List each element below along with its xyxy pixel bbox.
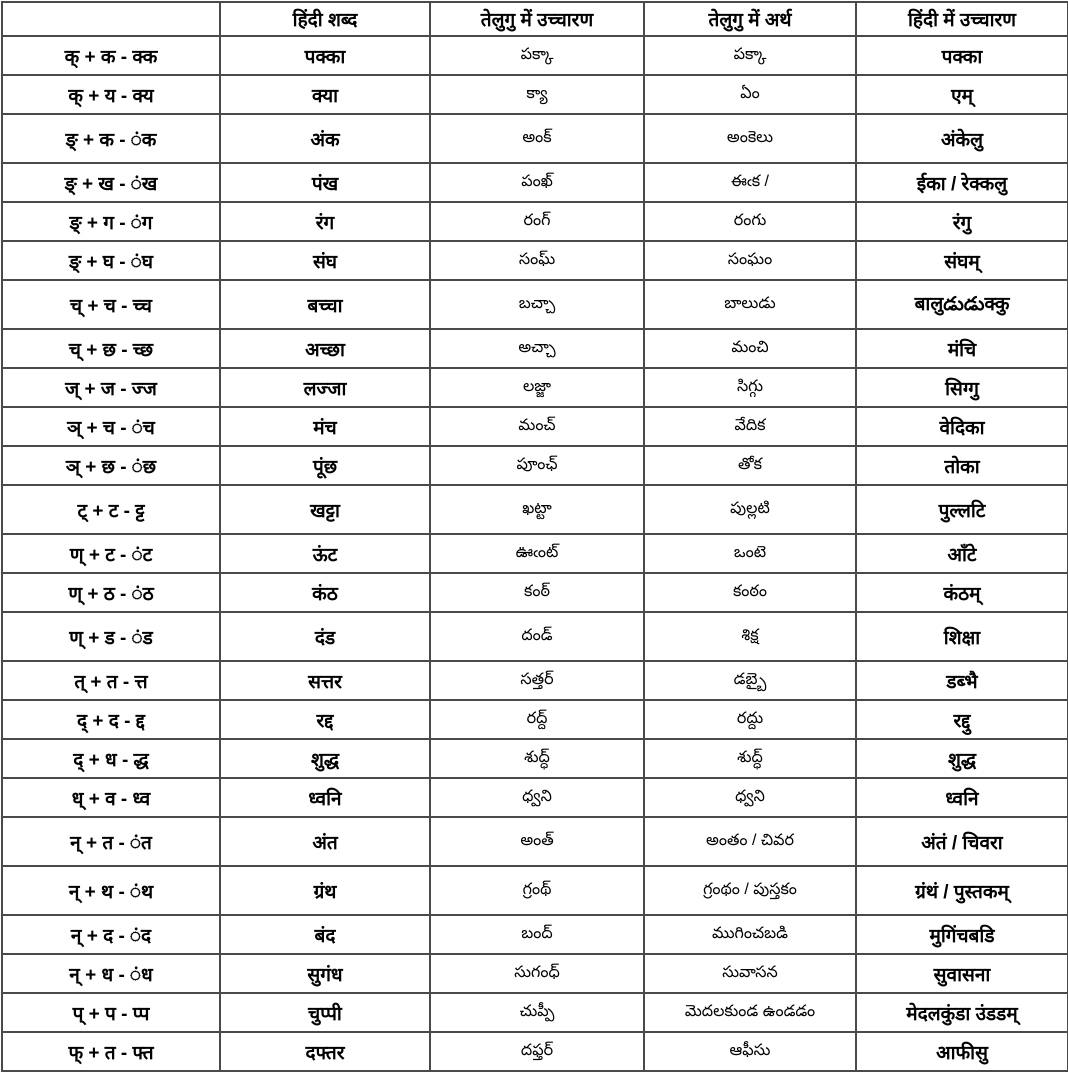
table-row xyxy=(2,817,1068,866)
cell-telugu-pronunciation: పంఖ్ xyxy=(430,163,644,202)
table-header-row xyxy=(2,2,1068,36)
cell-telugu-meaning: అంకెలు xyxy=(644,114,856,163)
cell-hindi-word: संघ xyxy=(220,241,430,280)
cell-telugu-pronunciation: చుప్పీ xyxy=(430,993,644,1032)
table-row xyxy=(2,612,1068,661)
cell-hindi-pronunciation: वेदिका xyxy=(856,407,1068,446)
cell-conjunct-formula: ण् + ट - ंट xyxy=(2,534,220,573)
cell-hindi-word: पूंछ xyxy=(220,446,430,485)
cell-hindi-pronunciation: आफीसु xyxy=(856,1032,1068,1071)
cell-conjunct-formula: ञ् + च - ंच xyxy=(2,407,220,446)
cell-telugu-pronunciation: ధ్వని xyxy=(430,778,644,817)
cell-hindi-pronunciation: सिग्गु xyxy=(856,368,1068,407)
cell-hindi-word: चुप्पी xyxy=(220,993,430,1032)
cell-hindi-pronunciation: शुद्ध xyxy=(856,739,1068,778)
cell-conjunct-formula: न् + द - ंद xyxy=(2,915,220,954)
table-row xyxy=(2,485,1068,534)
table-row xyxy=(2,573,1068,612)
table-row xyxy=(2,866,1068,915)
cell-conjunct-formula: द् + ध - द्ध xyxy=(2,739,220,778)
cell-telugu-meaning: పుల్లటి xyxy=(644,485,856,534)
cell-conjunct-formula: क् + य - क्य xyxy=(2,75,220,114)
cell-telugu-pronunciation: అంత్ xyxy=(430,817,644,866)
header-telugu-pronunciation: तेलुगु में उच्चारण xyxy=(430,2,644,36)
cell-telugu-pronunciation: దఫ్తర్ xyxy=(430,1032,644,1071)
cell-telugu-meaning: శిక్ష xyxy=(644,612,856,661)
cell-hindi-pronunciation: पुल्लटि xyxy=(856,485,1068,534)
table-row xyxy=(2,915,1068,954)
cell-hindi-word: ग्रंथ xyxy=(220,866,430,915)
table-row xyxy=(2,993,1068,1032)
cell-telugu-pronunciation: లజ్జా xyxy=(430,368,644,407)
cell-telugu-meaning: వేదిక xyxy=(644,407,856,446)
cell-hindi-word: क्या xyxy=(220,75,430,114)
cell-conjunct-formula: प् + प - प्प xyxy=(2,993,220,1032)
cell-hindi-pronunciation: मुगिंचबडि xyxy=(856,915,1068,954)
cell-telugu-pronunciation: మంచ్ xyxy=(430,407,644,446)
cell-telugu-pronunciation: కంఠ్ xyxy=(430,573,644,612)
table-row xyxy=(2,739,1068,778)
cell-conjunct-formula: न् + त - ंत xyxy=(2,817,220,866)
cell-conjunct-formula: ट् + ट - ट्ट xyxy=(2,485,220,534)
cell-conjunct-formula: ङ् + ग - ंग xyxy=(2,202,220,241)
cell-telugu-pronunciation: అచ్చా xyxy=(430,329,644,368)
cell-telugu-meaning: బాలుడు xyxy=(644,280,856,329)
cell-hindi-pronunciation: मंचि xyxy=(856,329,1068,368)
cell-hindi-pronunciation: तोका xyxy=(856,446,1068,485)
cell-telugu-meaning: ఈఁక / xyxy=(644,163,856,202)
cell-telugu-meaning: శుద్ధ్ xyxy=(644,739,856,778)
table-row xyxy=(2,368,1068,407)
cell-telugu-pronunciation: శుద్ధ్ xyxy=(430,739,644,778)
cell-telugu-pronunciation: ఖట్టా xyxy=(430,485,644,534)
cell-telugu-meaning: అంతం / చివర xyxy=(644,817,856,866)
table-row xyxy=(2,280,1068,329)
cell-hindi-pronunciation: ध्वनि xyxy=(856,778,1068,817)
cell-hindi-pronunciation: रंगु xyxy=(856,202,1068,241)
cell-telugu-meaning: సువాసన xyxy=(644,954,856,993)
cell-telugu-meaning: డబ్బై xyxy=(644,661,856,700)
table-row xyxy=(2,446,1068,485)
cell-hindi-pronunciation: अंतं / चिवरा xyxy=(856,817,1068,866)
cell-hindi-pronunciation: शिक्षा xyxy=(856,612,1068,661)
table-row xyxy=(2,163,1068,202)
cell-telugu-meaning: పక్కా xyxy=(644,36,856,75)
cell-hindi-word: पक्का xyxy=(220,36,430,75)
cell-telugu-pronunciation: క్యా xyxy=(430,75,644,114)
table-row xyxy=(2,241,1068,280)
cell-hindi-pronunciation: पक्का xyxy=(856,36,1068,75)
cell-hindi-pronunciation: ईका / रेक्कलु xyxy=(856,163,1068,202)
table-row xyxy=(2,534,1068,573)
cell-hindi-pronunciation: ग्रंथं / पुस्तकम् xyxy=(856,866,1068,915)
cell-hindi-word: अंत xyxy=(220,817,430,866)
cell-telugu-pronunciation: దండ్ xyxy=(430,612,644,661)
cell-hindi-pronunciation: ऑंटे xyxy=(856,534,1068,573)
cell-telugu-meaning: ముగించబడి xyxy=(644,915,856,954)
cell-conjunct-formula: न् + थ - ंथ xyxy=(2,866,220,915)
cell-telugu-meaning: కంఠం xyxy=(644,573,856,612)
cell-hindi-word: अंक xyxy=(220,114,430,163)
cell-hindi-pronunciation: अंकेलु xyxy=(856,114,1068,163)
cell-conjunct-formula: च् + छ - च्छ xyxy=(2,329,220,368)
table-row xyxy=(2,75,1068,114)
cell-conjunct-formula: ङ् + घ - ंघ xyxy=(2,241,220,280)
cell-hindi-pronunciation: बालुడుడుक्कु xyxy=(856,280,1068,329)
cell-hindi-word: रद्द xyxy=(220,700,430,739)
cell-hindi-word: ऊंट xyxy=(220,534,430,573)
cell-hindi-word: मंच xyxy=(220,407,430,446)
cell-conjunct-formula: न् + ध - ंध xyxy=(2,954,220,993)
cell-telugu-meaning: మంచి xyxy=(644,329,856,368)
header-hindi-word: हिंदी शब्द xyxy=(220,2,430,36)
table-row xyxy=(2,700,1068,739)
cell-telugu-meaning: ధ్వని xyxy=(644,778,856,817)
cell-telugu-meaning: ఆఫీసు xyxy=(644,1032,856,1071)
cell-hindi-word: खट्टा xyxy=(220,485,430,534)
cell-telugu-meaning: సంఘం xyxy=(644,241,856,280)
cell-conjunct-formula: फ् + त - फ्त xyxy=(2,1032,220,1071)
cell-telugu-pronunciation: బచ్చా xyxy=(430,280,644,329)
cell-telugu-pronunciation: బంద్ xyxy=(430,915,644,954)
cell-conjunct-formula: ङ् + ख - ंख xyxy=(2,163,220,202)
cell-conjunct-formula: त् + त - त्त xyxy=(2,661,220,700)
cell-telugu-pronunciation: అంక్ xyxy=(430,114,644,163)
table-row xyxy=(2,202,1068,241)
table-row xyxy=(2,114,1068,163)
cell-telugu-pronunciation: రద్ద్ xyxy=(430,700,644,739)
cell-conjunct-formula: क् + क - क्क xyxy=(2,36,220,75)
cell-telugu-meaning: ఏం xyxy=(644,75,856,114)
cell-telugu-pronunciation: సత్తర్ xyxy=(430,661,644,700)
cell-hindi-word: सत्तर xyxy=(220,661,430,700)
cell-telugu-pronunciation: పక్కా xyxy=(430,36,644,75)
cell-conjunct-formula: ण् + ड - ंड xyxy=(2,612,220,661)
header-hindi-pronunciation: हिंदी में उच्चारण xyxy=(856,2,1068,36)
table-row xyxy=(2,778,1068,817)
cell-telugu-meaning: ఒంటె xyxy=(644,534,856,573)
header-telugu-meaning: तेलुगु में अर्थ xyxy=(644,2,856,36)
cell-conjunct-formula: च् + च - च्च xyxy=(2,280,220,329)
cell-hindi-pronunciation: मेदलकुंडा उंडडम् xyxy=(856,993,1068,1032)
cell-telugu-pronunciation: గ్రంథ్ xyxy=(430,866,644,915)
cell-hindi-word: ध्वनि xyxy=(220,778,430,817)
cell-hindi-word: दंड xyxy=(220,612,430,661)
cell-hindi-word: पंख xyxy=(220,163,430,202)
table-body xyxy=(2,36,1068,1071)
cell-conjunct-formula: द् + द - द्द xyxy=(2,700,220,739)
table-row xyxy=(2,954,1068,993)
cell-telugu-meaning: తోక xyxy=(644,446,856,485)
cell-hindi-pronunciation: एम् xyxy=(856,75,1068,114)
cell-hindi-pronunciation: रद्दु xyxy=(856,700,1068,739)
hindi-telugu-conjunct-table xyxy=(1,1,1068,1072)
cell-hindi-word: शुद्ध xyxy=(220,739,430,778)
table-row xyxy=(2,407,1068,446)
cell-telugu-meaning: గ్రంథం / పుస్తకం xyxy=(644,866,856,915)
cell-telugu-pronunciation: ఊఁంట్ xyxy=(430,534,644,573)
table-row xyxy=(2,661,1068,700)
cell-conjunct-formula: ङ् + क - ंक xyxy=(2,114,220,163)
table-row xyxy=(2,329,1068,368)
cell-hindi-word: लज्जा xyxy=(220,368,430,407)
cell-telugu-pronunciation: సంఘ్ xyxy=(430,241,644,280)
table-row xyxy=(2,36,1068,75)
cell-telugu-meaning: రద్దు xyxy=(644,700,856,739)
cell-hindi-word: कंठ xyxy=(220,573,430,612)
cell-hindi-word: दफ्तर xyxy=(220,1032,430,1071)
cell-telugu-meaning: సిగ్గు xyxy=(644,368,856,407)
cell-hindi-pronunciation: डब्भै xyxy=(856,661,1068,700)
cell-telugu-pronunciation: సుగంధ్ xyxy=(430,954,644,993)
cell-hindi-word: बच्चा xyxy=(220,280,430,329)
cell-telugu-meaning: మెదలకుండ ఉండడం xyxy=(644,993,856,1032)
cell-hindi-word: सुगंध xyxy=(220,954,430,993)
cell-telugu-meaning: రంగు xyxy=(644,202,856,241)
cell-hindi-pronunciation: कंठम् xyxy=(856,573,1068,612)
cell-hindi-pronunciation: सुवासना xyxy=(856,954,1068,993)
cell-conjunct-formula: ज् + ज - ज्ज xyxy=(2,368,220,407)
cell-telugu-pronunciation: రంగ్ xyxy=(430,202,644,241)
cell-hindi-word: रंग xyxy=(220,202,430,241)
cell-conjunct-formula: ञ् + छ - ंछ xyxy=(2,446,220,485)
cell-conjunct-formula: ण् + ठ - ंठ xyxy=(2,573,220,612)
cell-conjunct-formula: ध् + व - ध्व xyxy=(2,778,220,817)
header-conjunct-formula xyxy=(2,2,220,36)
cell-telugu-pronunciation: పూంఛ్ xyxy=(430,446,644,485)
cell-hindi-pronunciation: संघम् xyxy=(856,241,1068,280)
cell-hindi-word: अच्छा xyxy=(220,329,430,368)
cell-hindi-word: बंद xyxy=(220,915,430,954)
table-row xyxy=(2,1032,1068,1071)
